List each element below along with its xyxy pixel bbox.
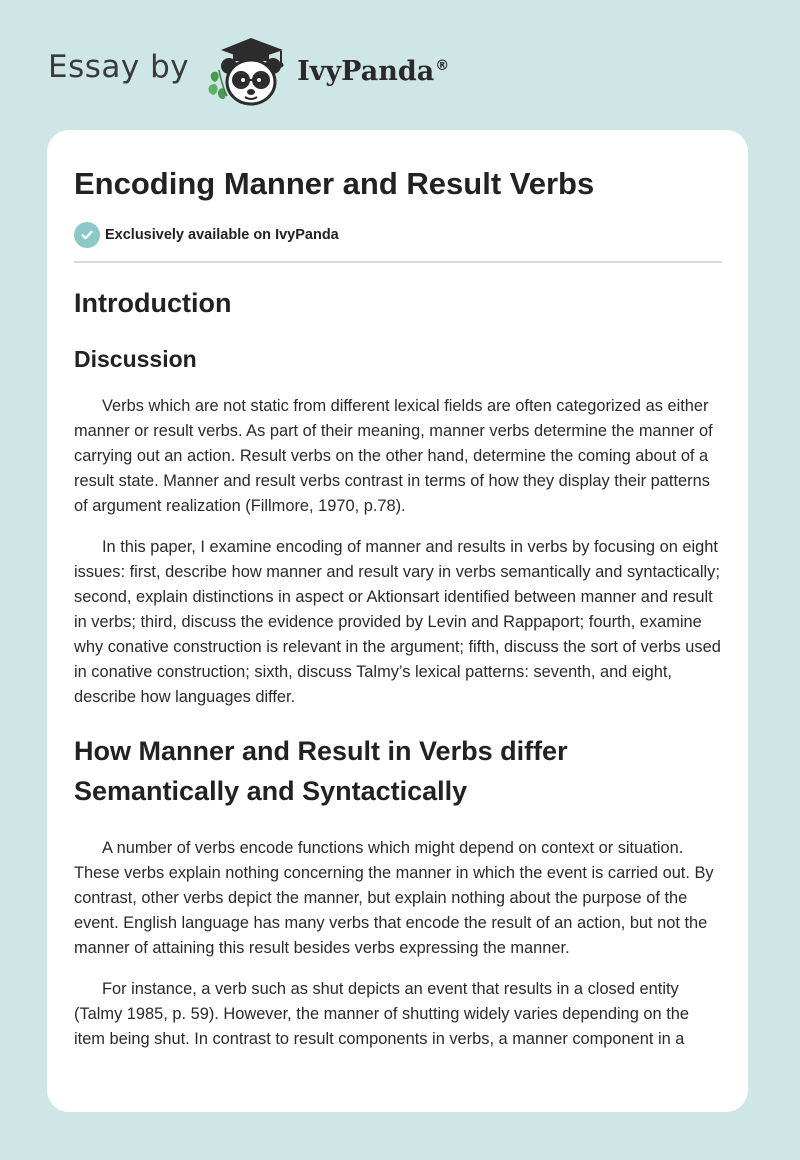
- registered-mark: ®: [435, 57, 450, 74]
- essay-card: [47, 130, 748, 1112]
- ivy-leaf-icon: [209, 70, 228, 99]
- section-heading-introduction: Introduction: [74, 288, 232, 318]
- divider: [74, 261, 722, 263]
- exclusive-label: Exclusively available on IvyPanda: [105, 227, 339, 243]
- subsection-heading-discussion: Discussion: [74, 346, 197, 372]
- paragraph: For instance, a verb such as shut depicts an event that results in a closed entity (Talmy 1985, p. 59). However, the manner of shutting widely varies depending on the item being shut. In contrast to result components in verbs, a manner component in a: [74, 980, 689, 1048]
- paragraph: A number of verbs encode functions which might depend on context or situation. These verbs explain nothing concerning the manner in which the event is carried out. By contrast, other verbs depict the manner, but explain nothing about the purpose of the event. English language has many verbs that encode the result of an action, but not the manner of attaining this result besides verbs expressing the manner.: [74, 839, 714, 957]
- brand-prefix: Essay by: [48, 49, 190, 85]
- paragraph: Verbs which are not static from different lexical fields are often categorized as either manner or result verbs. As part of their meaning, manner verbs determine the manner of carrying out an action. Result verbs on the other hand, determine the coming about of a result state. Manner and result verbs contrast in terms of how they display their patterns of argument realization (Fillmore, 1970, p.78).: [74, 397, 713, 515]
- section-heading-manner-result: How Manner and Result in Verbs differ Semantically and Syntactically: [74, 736, 568, 806]
- site-brand[interactable]: [48, 30, 449, 110]
- essay-title: Encoding Manner and Result Verbs: [74, 166, 595, 201]
- paragraph: In this paper, I examine encoding of manner and results in verbs by focusing on eight issues: first, describe how manner and result vary in verbs semantically and syntactically; second, explain distinctions in aspect or Aktionsart identified between manner and result in verbs; third, discuss the evidence provided by Levin and Rappaport; fourth, examine why conative construction is relevant in the argument; fifth, discuss the sort of verbs used in conative construction; sixth, discuss Talmy’s lexical patterns: seventh, and eight, describe how languages differ.: [74, 538, 721, 706]
- brand-name: IvyPanda®: [297, 55, 450, 87]
- ivypanda-logo-icon: [203, 30, 293, 110]
- check-icon: [74, 222, 100, 248]
- exclusive-badge: [74, 222, 722, 248]
